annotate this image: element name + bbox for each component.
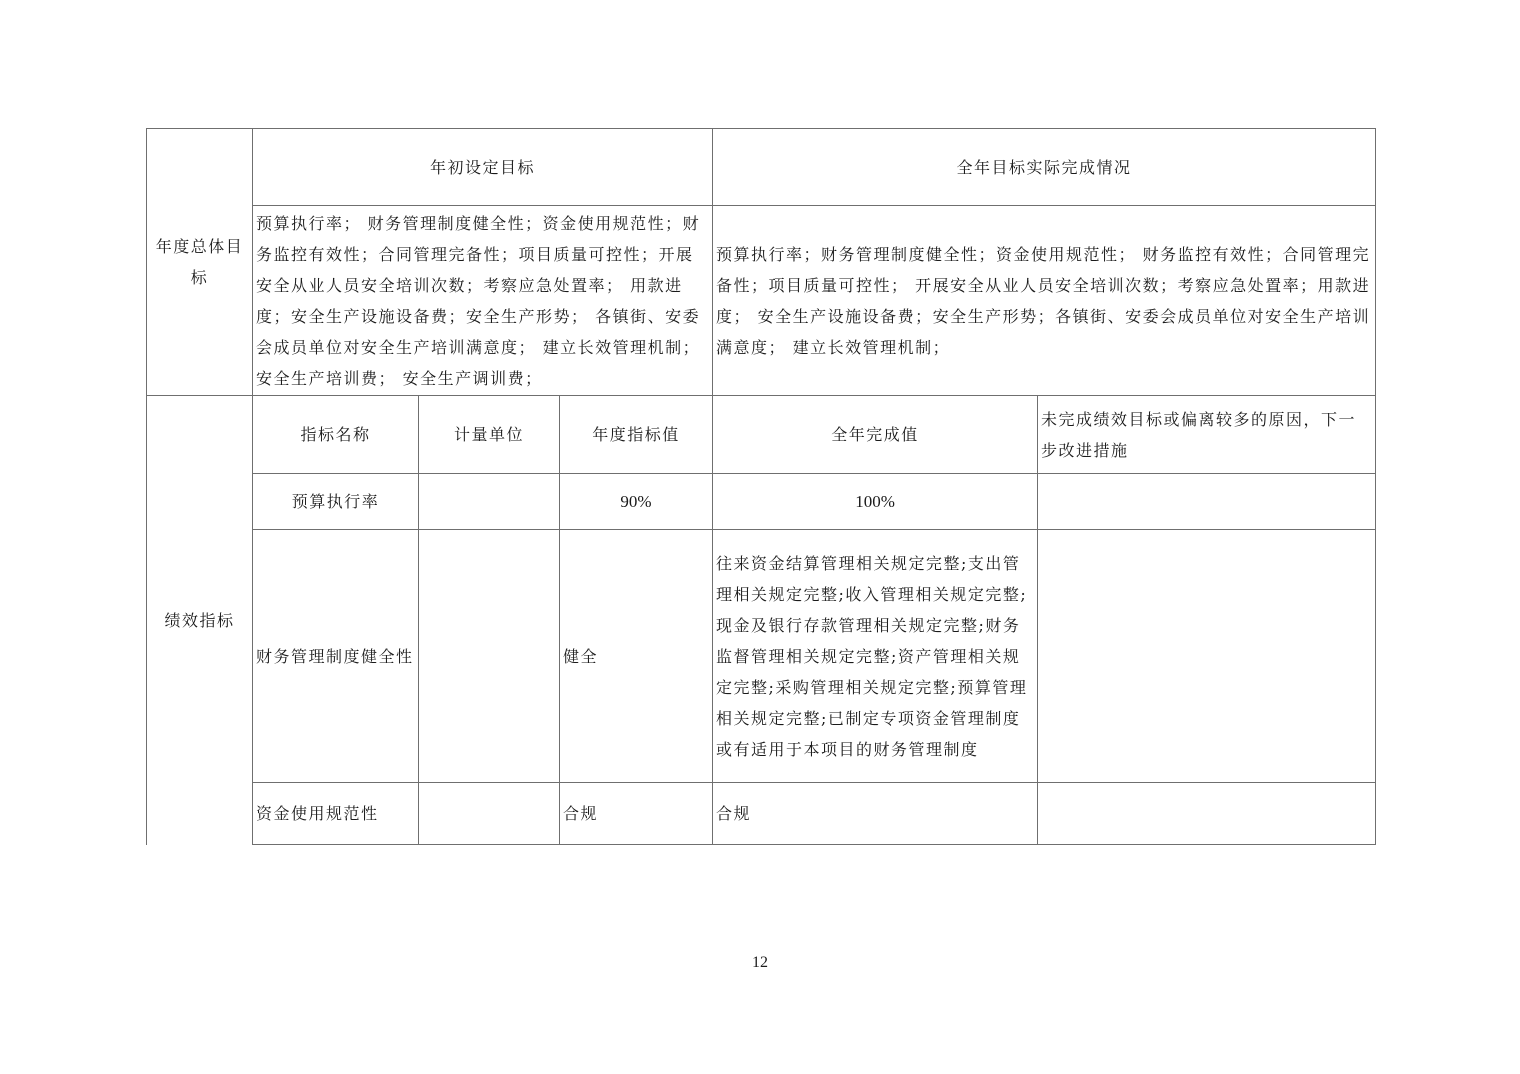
indicator-actual: 合规 [713,783,1038,845]
header-indicator-name: 指标名称 [253,396,419,474]
indicator-unit [419,783,560,845]
table-row [147,474,1376,530]
header-unit: 计量单位 [419,396,560,474]
indicator-unit [419,474,560,530]
indicator-name: 资金使用规范性 [253,783,419,845]
table-row [147,783,1376,845]
indicator-target: 90% [560,474,713,530]
table-row [147,530,1376,783]
indicator-reason [1038,474,1376,530]
header-actual-value: 全年完成值 [713,396,1038,474]
header-reason: 未完成绩效目标或偏离较多的原因，下一步改进措施 [1038,396,1376,474]
annual-goal-label: 年度总体目标 [147,129,253,396]
indicator-target: 健全 [560,530,713,783]
header-target-value: 年度指标值 [560,396,713,474]
page-number: 12 [752,954,768,971]
indicator-reason [1038,530,1376,783]
actual-goal-text: 预算执行率；财务管理制度健全性；资金使用规范性； 财务监控有效性；合同管理完备性；项目质量可控性； 开展安全从业人员安全培训次数；考察应急处置率；用款进度； 安全生产设施设备费；安全生产形势；各镇街、安委会成员单位对安全生产培训满意度； 建立长效管理机制； [713,206,1376,396]
indicator-actual: 往来资金结算管理相关规定完整;支出管理相关规定完整;收入管理相关规定完整;现金及银行存款管理相关规定完整;财务监督管理相关规定完整;资产管理相关规定完整;采购管理相关规定完整;预算管理相关规定完整;已制定专项资金管理制度或有适用于本项目的财务管理制度 [713,530,1038,783]
indicator-name: 财务管理制度健全性 [253,530,419,783]
indicator-name: 预算执行率 [253,474,419,530]
actual-goal-header: 全年目标实际完成情况 [713,129,1376,206]
performance-label: 绩效指标 [147,396,253,845]
initial-goal-header: 年初设定目标 [253,129,713,206]
performance-table [146,128,1376,845]
indicator-unit [419,530,560,783]
indicator-reason [1038,783,1376,845]
indicator-target: 合规 [560,783,713,845]
indicator-actual: 100% [713,474,1038,530]
initial-goal-text: 预算执行率； 财务管理制度健全性；资金使用规范性；财务监控有效性；合同管理完备性；项目质量可控性；开展安全从业人员安全培训次数；考察应急处置率； 用款进度；安全生产设施设备费；安全生产形势； 各镇街、安委会成员单位对安全生产培训满意度； 建立长效管理机制； 安全生产培训费； 安全生产调训费； [253,206,713,396]
